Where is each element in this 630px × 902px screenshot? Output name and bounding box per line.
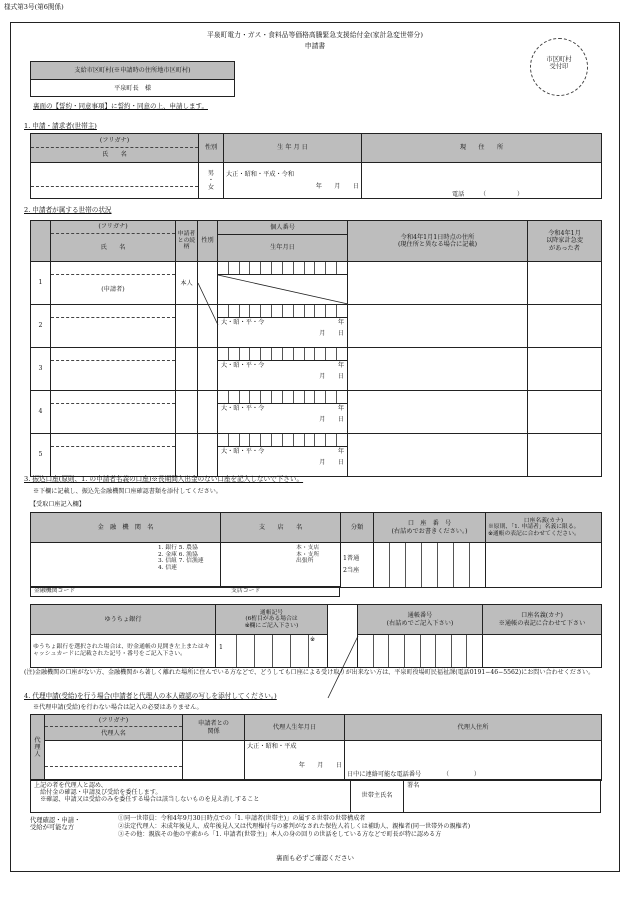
household-row: 5 大・昭・平・令 年 月 日 bbox=[31, 434, 602, 477]
mynumber-header: 個人番号 生年月日 bbox=[218, 221, 348, 262]
account-holder-field[interactable] bbox=[486, 543, 602, 588]
yucho-holder-header: 口座名義(カナ) ※通帳の表記に合わせて下さい bbox=[483, 605, 602, 635]
reception-stamp: 市区町村 受付印 bbox=[530, 38, 588, 96]
kind-header: 分類 bbox=[341, 513, 374, 543]
income-change-header: 令和4年1月 以降家計急変 があった者 bbox=[528, 221, 602, 262]
footer-note: 裏面も必ずご確認ください bbox=[276, 854, 354, 862]
yucho-header: ゆうちょ銀行 bbox=[31, 605, 216, 635]
household-row: 1 (申請者) 本人 bbox=[31, 262, 602, 305]
yucho-description: ゆうちょ銀行を選択された場合は、貯金通帳の見開き左上またはキャッシュカードに記載された記号・番号をご記入下さい。 bbox=[31, 635, 216, 668]
relation-field[interactable] bbox=[176, 434, 198, 477]
era-options: 大正・昭和・平成・令和 bbox=[226, 171, 295, 179]
address-2022-header: 令和4年1月1日時点の住所 (現住所と異なる場合に記載) bbox=[348, 221, 528, 262]
bank-type-options[interactable]: 1. 銀行 5. 農協 2. 金庫 6. 漁協 3. 信組 7. 信漁連 4. 信連 bbox=[158, 545, 204, 571]
income-change-field[interactable] bbox=[528, 305, 602, 348]
member-sex-header: 性別 bbox=[198, 221, 218, 262]
section-1-title: 1. 申請・請求者(世帯主) bbox=[24, 122, 97, 130]
section-3-title: 3. 振込口座(原則、1. の申請者名義の口座)※長期間入出金のない口座を記入しないで下さい。 bbox=[24, 475, 304, 483]
yucho-holder-field[interactable] bbox=[483, 635, 602, 668]
address-header: 現 住 所 bbox=[362, 134, 602, 163]
branch-header: 支 店 名 bbox=[221, 513, 341, 543]
form-title: 平泉町電力・ガス・食料品等価格高騰緊急支援給付金(家計急変世帯分) bbox=[206, 31, 423, 39]
member-name-field[interactable] bbox=[51, 348, 176, 391]
mynumber-field[interactable]: 大・昭・平・令 年 月 日 bbox=[218, 305, 348, 348]
form-subtitle: 申請書 bbox=[304, 42, 326, 50]
mynumber-field[interactable]: 大・昭・平・令 年 月 日 bbox=[218, 391, 348, 434]
address-2022-field[interactable] bbox=[348, 262, 528, 305]
address-2022-field[interactable] bbox=[348, 305, 528, 348]
form-number: 様式第3号(第6関係) bbox=[4, 3, 64, 11]
proxy-name-header: (フリガナ) 代理人名 bbox=[45, 715, 183, 741]
bank-name-field[interactable] bbox=[31, 543, 221, 588]
relation-field[interactable] bbox=[176, 348, 198, 391]
yucho-number-field[interactable] bbox=[358, 635, 483, 668]
income-change-field[interactable] bbox=[528, 391, 602, 434]
yucho-table bbox=[30, 604, 602, 668]
account-number-field[interactable] bbox=[374, 543, 486, 588]
member-name-field[interactable] bbox=[51, 305, 176, 348]
applicant-name-field[interactable] bbox=[31, 163, 199, 199]
signature-field[interactable]: 署名 bbox=[407, 782, 420, 789]
proxy-relation-field[interactable] bbox=[183, 741, 245, 781]
addressee-box bbox=[30, 61, 235, 97]
head-name-label: 世帯主氏名 bbox=[350, 780, 404, 812]
proxy-name-field[interactable] bbox=[45, 741, 183, 781]
proxy-dob-header: 代理人生年月日 bbox=[245, 715, 345, 741]
household-row: 2 大・昭・平・令 年 月 日 bbox=[31, 305, 602, 348]
household-table bbox=[30, 220, 602, 477]
delegation-box bbox=[30, 779, 601, 813]
dob-header: 生 年 月 日 bbox=[224, 134, 362, 163]
proxy-note: ※代理申請(受給)を行わない場合は記入の必要はありません。 bbox=[33, 704, 203, 711]
relation-header: 申請者との続柄 bbox=[176, 221, 198, 262]
proxy-phone-field[interactable]: 日中に連絡可能な電話番号 （ ） bbox=[345, 741, 602, 781]
household-row: 4 大・昭・平・令 年 月 日 bbox=[31, 391, 602, 434]
furigana-label: (フリガナ) bbox=[31, 134, 198, 148]
branch-name-field[interactable] bbox=[221, 543, 341, 588]
ymd-label: 年 月 日 bbox=[315, 182, 359, 190]
account-section-label: 【受取口座記入欄】 bbox=[30, 501, 85, 508]
symbol-header: 通帳記号 (6桁目がある場合は ※欄にご記入下さい) bbox=[216, 605, 328, 635]
consent-line: 裏面の【誓約・同意事項】に誓約・同意の上、申請します。 bbox=[33, 102, 208, 110]
branch-type-options[interactable]: 本・支店 本・支所 出張所 bbox=[296, 545, 320, 565]
member-name-field[interactable] bbox=[51, 434, 176, 477]
bank-note: ※下欄に記載し、振込先金融機関口座確認書類を添付してください。 bbox=[33, 488, 222, 495]
proxy-table bbox=[30, 714, 602, 781]
section-2-title: 2. 申請者が属する世帯の状況 bbox=[24, 206, 112, 214]
income-change-field[interactable] bbox=[528, 262, 602, 305]
mynumber-field[interactable]: 大・昭・平・令 年 月 日 bbox=[218, 434, 348, 477]
household-row: 3 大・昭・平・令 年 月 日 bbox=[31, 348, 602, 391]
bank-table bbox=[30, 512, 602, 588]
yucho-number-header: 通帳番号 (右詰めでご記入下さい) bbox=[358, 605, 483, 635]
member-name-field[interactable] bbox=[51, 391, 176, 434]
member-sex-field[interactable] bbox=[198, 348, 218, 391]
mynumber-field[interactable]: 大・昭・平・令 年 月 日 bbox=[218, 348, 348, 391]
income-change-field[interactable] bbox=[528, 434, 602, 477]
eligible-list bbox=[118, 815, 470, 840]
sex-options[interactable]: 男 ・ 女 bbox=[199, 163, 224, 199]
relation-field[interactable] bbox=[176, 391, 198, 434]
account-holder-header: 口座名義(カナ) ※原則、「1. 申請者」名義に限る。 ※通帳の表記に合わせてください。 bbox=[486, 513, 602, 543]
phone-field[interactable]: 電話 （ ） bbox=[362, 163, 602, 199]
delegation-text: 上記の者を代理人と認め、 給付金の確認・申請及び受給を委任します。 ※確認、申請又は受給のみを委任する場合は該当しないものを見え消しすること bbox=[34, 782, 260, 803]
address-2022-field[interactable] bbox=[348, 348, 528, 391]
member-sex-field[interactable] bbox=[198, 434, 218, 477]
list-item: ①同一世帯員：令和4年9月30日時点での「1. 申請者(世帯主)」の属する世帯の世帯構成者 bbox=[118, 815, 366, 822]
address-2022-field[interactable] bbox=[348, 391, 528, 434]
symbol-field[interactable]: 1 ※ bbox=[216, 635, 328, 668]
addressee-name: 平泉町長 様 bbox=[113, 85, 152, 92]
member-name-header: (フリガナ) 氏 名 bbox=[51, 221, 176, 262]
member-sex-field[interactable] bbox=[198, 391, 218, 434]
dob-field[interactable] bbox=[224, 163, 362, 199]
addressee-header: 支給市区町村(※申請時の住所地市区町村) bbox=[31, 62, 234, 80]
proxy-relation-header: 申請者との 関係 bbox=[183, 715, 245, 741]
proxy-address-header: 代理人住所 bbox=[345, 715, 602, 741]
eligible-label: 代理確認・申請・ 受給が可能な方 bbox=[30, 817, 81, 832]
mynumber-field[interactable] bbox=[218, 262, 348, 305]
address-2022-field[interactable] bbox=[348, 434, 528, 477]
income-change-field[interactable] bbox=[528, 348, 602, 391]
account-kind-options[interactable]: 1普通 2当座 bbox=[341, 543, 374, 588]
proxy-side-label: 代 理 人 bbox=[31, 715, 45, 781]
proxy-dob-field[interactable]: 大正・昭和・平成 年 月 日 bbox=[245, 741, 345, 781]
member-name-field[interactable]: (申請者) bbox=[51, 262, 176, 305]
code-row: 金融機関コード 支店コード bbox=[30, 586, 340, 597]
applicant-table bbox=[30, 133, 602, 199]
section-4-title: 4. 代理申請(受給)を行う場合(申請者と代理人の本人確認の写しを添付してください。) bbox=[24, 692, 277, 700]
list-item: ②法定代理人：未成年後見人、成年後見人又は代理権付与の審判がなされた保佐人若しくは補助人、親権者(同一世帯外の親権者) bbox=[118, 823, 471, 831]
member-sex-field[interactable] bbox=[198, 262, 218, 305]
bank-name-header: 金 融 機 関 名 bbox=[31, 513, 221, 543]
bank-caution-note: (注)金融機関の口座がない方、金融機関から著しく離れた場所に住んでいる方などで、どうしても口座による受け取りが出来ない方は、平泉町役場町民福祉課(電話0191−46−5562)にお問い合わせください。 bbox=[24, 669, 595, 676]
name-label: 氏 名 bbox=[102, 151, 127, 158]
relation-field[interactable] bbox=[176, 305, 198, 348]
relation-field: 本人 bbox=[176, 262, 198, 305]
list-item: ③その他：親族その他の平素から「1. 申請者(世帯主)」本人の身の回りの世話をしている方などで町長が特に認める方 bbox=[118, 831, 442, 839]
account-number-header: 口 座 番 号 (右詰めでお書きください。) bbox=[374, 513, 486, 543]
applicant-name-header bbox=[31, 134, 199, 163]
sex-header: 性別 bbox=[199, 134, 224, 163]
